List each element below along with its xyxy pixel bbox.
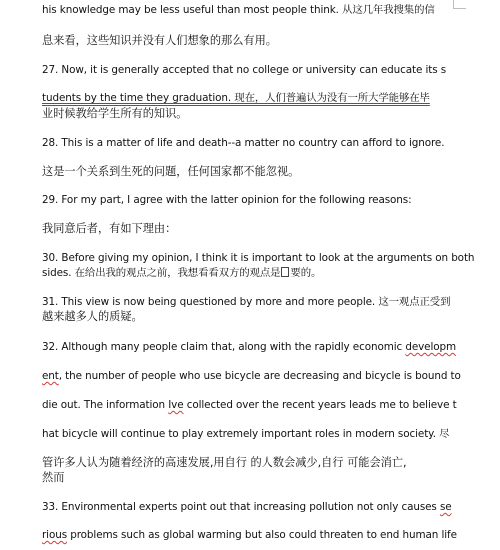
text-line — [42, 62, 446, 78]
text-line — [42, 455, 407, 471]
text-line — [42, 368, 461, 384]
line-text: problems such as global warming but also could threaten to end human life — [67, 529, 457, 541]
line-text: 27. Now, it is generally accepted that no college or university can educate its s — [42, 64, 447, 76]
line-text: 30. Before giving my opinion, I think it is important to look at the arguments on both — [42, 252, 475, 264]
line-text: 然而 — [42, 471, 65, 484]
line-text: 我同意后者，有如下理由： — [42, 222, 177, 235]
line-text: 管许多人认为随着经济的高速发展,用自行 的人数会减少,自行 可能会消亡, — [42, 456, 407, 469]
text-line — [42, 309, 143, 325]
text-line — [42, 265, 321, 281]
line-text: tudents by the time they graduation. 现在，人们普遍认为没有一所大学能够在毕 — [42, 92, 430, 104]
line-text: die out. The information — [42, 399, 169, 411]
line-text: hat bicycle will continue to play extremely important roles in modern society. 尽 — [42, 428, 450, 440]
text-line — [42, 527, 457, 543]
spell-flagged-word: se — [439, 501, 452, 513]
line-text: , the number of people who use bicycle are decreasing and bicycle is bound to — [58, 370, 461, 382]
spell-flagged-word: developm — [405, 341, 457, 353]
line-text: 要的。 — [290, 267, 322, 279]
line-text: 32. Although many people claim that, along with the rapidly economic — [42, 341, 406, 353]
text-line — [42, 397, 457, 413]
text-line — [42, 499, 452, 515]
text-line — [42, 470, 64, 486]
spell-flagged-word: rious — [42, 529, 68, 541]
text-line — [42, 2, 435, 18]
line-text: 31. This view is now being questioned by more and more people. 这一观点正受到 — [42, 296, 451, 308]
text-line — [42, 250, 474, 266]
text-line — [42, 90, 430, 106]
missing-glyph-box-icon — [281, 267, 289, 277]
spell-flagged-word: ent — [42, 370, 59, 382]
text-line — [42, 221, 176, 237]
text-line — [42, 33, 277, 49]
spell-flagged-word: Ive — [168, 399, 184, 411]
text-line — [42, 339, 456, 355]
text-line — [42, 192, 411, 208]
text-line — [42, 135, 444, 151]
text-line — [42, 164, 299, 180]
line-text: 这是一个关系到生死的问题，任何国家都不能忽视。 — [42, 165, 300, 178]
line-text: 业时候教给学生所有的知识。 — [42, 107, 188, 120]
line-text: 息来看，这些知识并没有人们想象的那么有用。 — [42, 34, 277, 47]
line-text: 29. For my part, I agree with the latter opinion for the following reasons: — [42, 194, 412, 206]
page-corner-mark — [453, 0, 466, 9]
line-text: 越来越多人的质疑。 — [42, 310, 143, 323]
line-text: his knowledge may be less useful than most people think. 从这几年我搜集的信 — [42, 4, 435, 16]
line-text: 28. This is a matter of life and death--a matter no country can afford to ignore. — [42, 137, 445, 149]
text-line — [42, 106, 187, 122]
text-line — [42, 294, 450, 310]
line-text: 33. Environmental experts point out that increasing pollution not only causes — [42, 501, 440, 513]
line-text: collected over the recent years leads me to believe t — [183, 399, 457, 411]
line-text: sides. 在给出我的观点之前，我想看看双方的观点是 — [42, 267, 281, 279]
text-line — [42, 426, 449, 442]
